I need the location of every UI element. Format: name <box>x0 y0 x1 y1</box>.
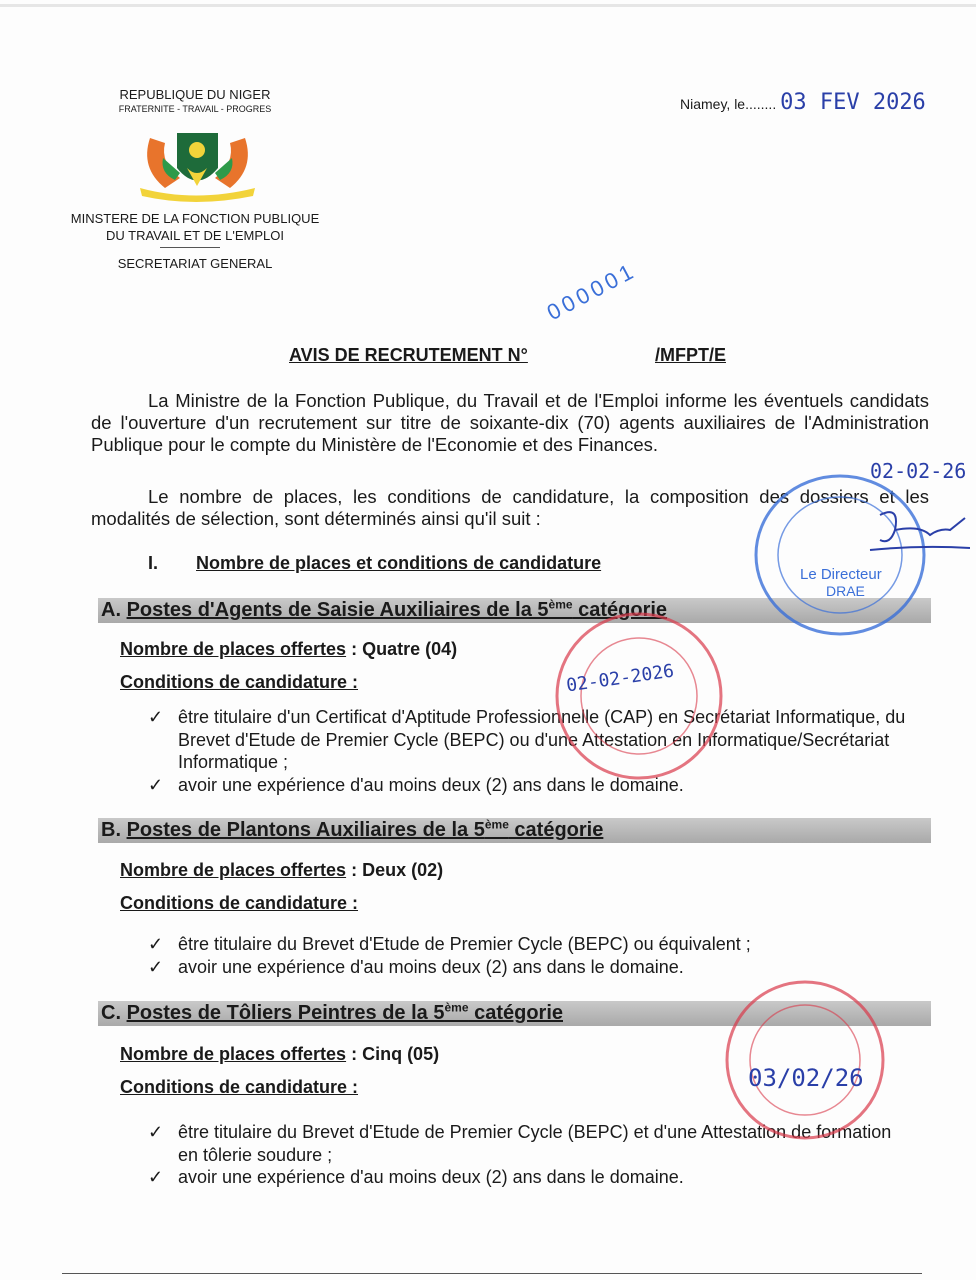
conditions-list <box>148 1121 908 1189</box>
section-title: Postes de Tôliers Peintres de la 5ème catégorie <box>126 1000 563 1024</box>
list-item: ✓ être titulaire d'un Certificat d'Aptitude Professionnelle (CAP) en Secrétariat Informatique, du Brevet d'Etude de Premier Cycle (BEPC) ou d'une Attestation en Informatique/Secrétariat Informatique ; <box>148 707 906 772</box>
section-title: Nombre de places et conditions de candidature <box>196 553 602 573</box>
conditions-label: Conditions de candidature : <box>120 1077 359 1097</box>
places-line: Nombre de places offertes : Quatre (04) <box>120 639 458 659</box>
stamp-handwritten-date: 02-02-2026 <box>565 660 676 697</box>
section-title: Postes d'Agents de Saisie Auxiliaires de la 5ème catégorie <box>126 597 668 621</box>
check-icon: ✓ <box>148 774 164 795</box>
footer-rule <box>62 1273 922 1274</box>
check-icon: ✓ <box>148 1167 164 1187</box>
department: SECRETARIAT GENERAL <box>117 256 273 271</box>
section-title: Postes de Plantons Auxiliaires de la 5ème catégorie <box>126 817 604 841</box>
conditions-label: Conditions de candidature : <box>120 672 359 692</box>
motto: FRATERNITE - TRAVAIL - PROGRES <box>118 104 272 114</box>
places-line: Nombre de places offertes : Deux (02) <box>120 860 444 880</box>
scan-edge <box>0 4 976 7</box>
handwritten-date: 03 FEV 2026 <box>780 90 926 115</box>
section-letter: A. <box>101 599 121 621</box>
section-a-banner <box>98 598 931 623</box>
stamp-text: Le Directeur <box>800 566 882 583</box>
intro-paragraph-1: La Ministre de la Fonction Publique, du Travail et de l'Emploi informe les éventuels candidats de l'ouverture d'un recrutement sur titre de soixante-dix (70) agents auxiliaires de l'Administration Publique pour le compte du Ministère de l'Economie et des Finances. <box>91 390 929 455</box>
check-icon: ✓ <box>148 934 164 954</box>
check-icon: ✓ <box>148 707 164 727</box>
date-dots: ........ <box>745 96 777 112</box>
section-b-banner <box>98 818 931 843</box>
notice-title: AVIS DE RECRUTEMENT N° <box>289 345 528 365</box>
list-item: ✓ être titulaire du Brevet d'Etude de Premier Cycle (BEPC) et d'une Attestation de formation en tôlerie soudure ; <box>148 1122 892 1165</box>
country-name: REPUBLIQUE DU NIGER <box>119 87 271 102</box>
stamp-subtext: DRAE <box>826 583 865 599</box>
stamp-handwritten-date: 03/02/26 <box>748 1064 864 1092</box>
list-item: ✓ avoir une expérience d'au moins deux (2) ans dans le domaine. <box>148 956 684 977</box>
section-letter: C. <box>101 1002 121 1024</box>
coat-of-arms-icon <box>135 118 260 203</box>
intro-paragraph-2: Le nombre de places, les conditions de candidature, la composition des dossiers et les modalités de sélection, sont déterminés ainsi qu'il suit : <box>91 486 929 529</box>
list-item: ✓ avoir une expérience d'au moins deux (2) ans dans le domaine. <box>148 1167 684 1187</box>
date-line <box>680 90 926 115</box>
conditions-list <box>148 706 908 796</box>
list-item: ✓ avoir une expérience d'au moins deux (2) ans dans le domaine. <box>148 774 684 795</box>
ministry-line-1: MINSTERE DE LA FONCTION PUBLIQUE <box>70 211 320 226</box>
section-numeral: I. <box>148 553 159 573</box>
conditions-label: Conditions de candidature : <box>120 893 359 913</box>
ministry-line-2: DU TRAVAIL ET DE L'EMPLOI <box>105 228 285 243</box>
section-c-banner <box>98 1001 931 1026</box>
section-letter: B. <box>101 819 121 841</box>
places-line: Nombre de places offertes : Cinq (05) <box>120 1044 440 1064</box>
list-item: ✓ être titulaire du Brevet d'Etude de Premier Cycle (BEPC) ou équivalent ; <box>148 934 751 954</box>
notice-number-stamp: 000001 <box>542 257 641 326</box>
conditions-list <box>148 933 908 978</box>
check-icon: ✓ <box>148 956 164 977</box>
divider <box>160 247 220 248</box>
check-icon: ✓ <box>148 1122 164 1142</box>
handwritten-date-annotation: 02-02-26 <box>870 459 967 483</box>
date-prefix: Niamey, le <box>680 96 746 112</box>
notice-suffix: /MFPT/E <box>655 345 726 365</box>
section-heading <box>148 553 601 574</box>
